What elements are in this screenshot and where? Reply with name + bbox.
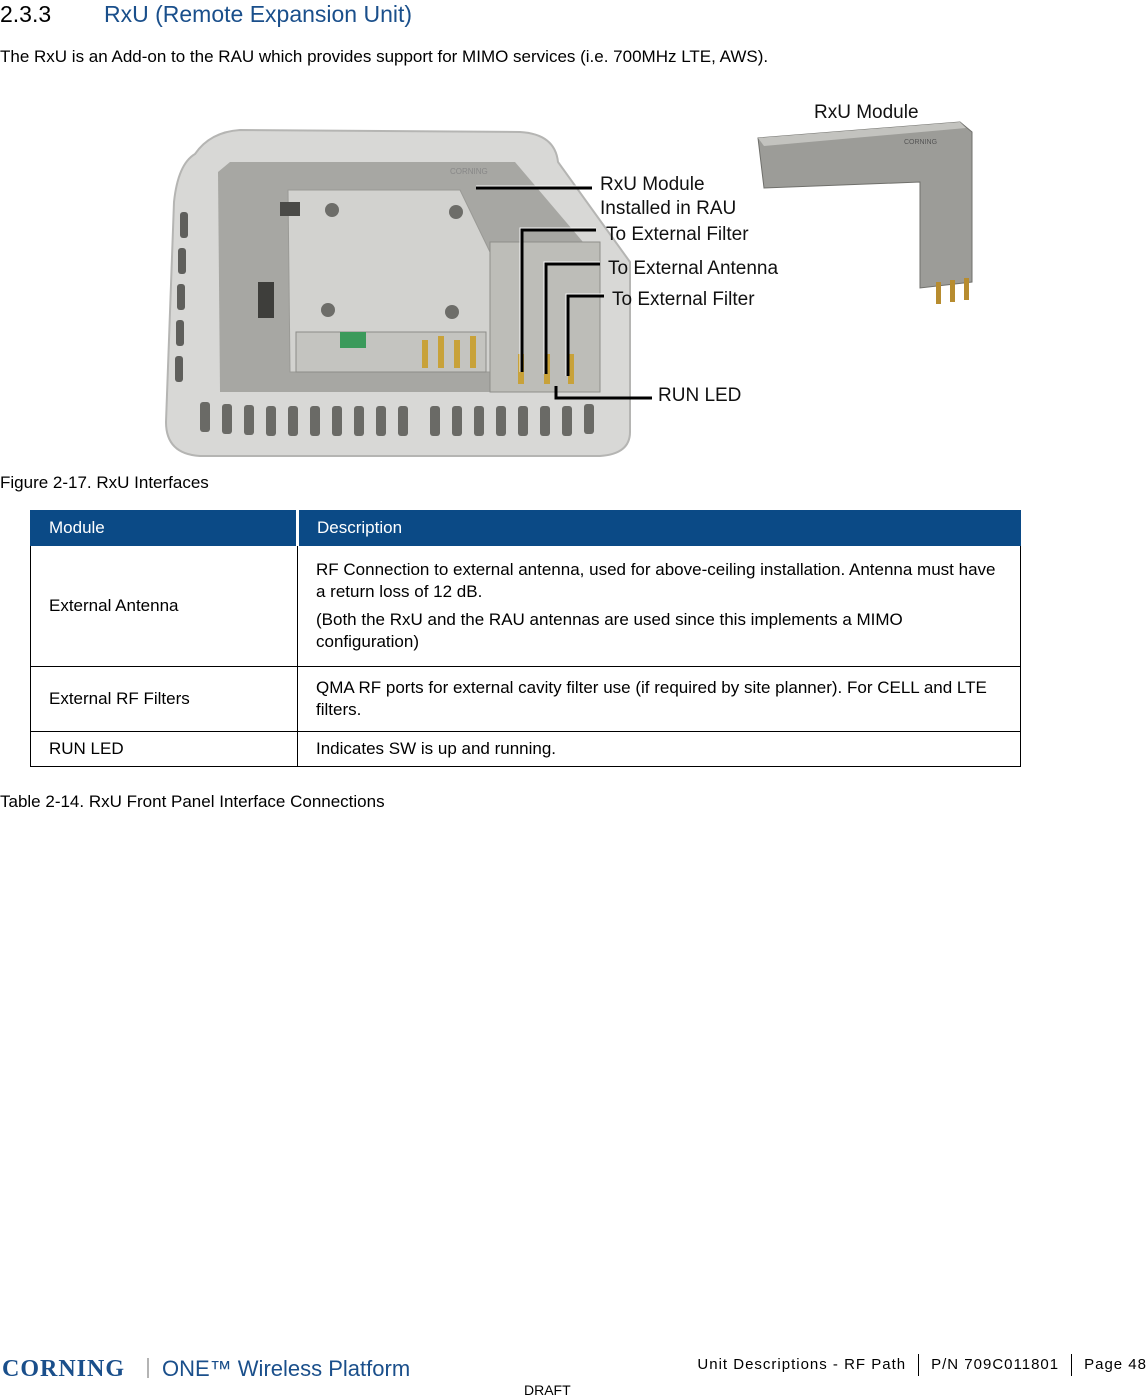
callout-external-filter-b: To External Filter xyxy=(612,289,755,310)
figure-caption: Figure 2-17. RxU Interfaces xyxy=(0,473,209,492)
table-caption: Table 2-14. RxU Front Panel Interface Connections xyxy=(0,792,385,811)
rau-brand-mark: CORNING xyxy=(450,167,488,176)
description-text: RF Connection to external antenna, used for above-ceiling installation. Antenna must have a return loss of 12 dB. xyxy=(316,560,996,601)
cell-module: RUN LED xyxy=(31,732,298,767)
table-row xyxy=(31,667,1021,732)
section-number: 2.3.3 xyxy=(0,1,52,27)
description-text: QMA RF ports for external cavity filter use (if required by site planner). For CELL and LTE filters. xyxy=(316,678,987,719)
section-title: RxU (Remote Expansion Unit) xyxy=(104,1,413,27)
description-text: Indicates SW is up and running. xyxy=(316,739,557,758)
footer-part-number: P/N 709C011801 xyxy=(918,1354,1071,1376)
footer-chapter: Unit Descriptions - RF Path xyxy=(697,1356,907,1373)
cell-module: External RF Filters xyxy=(31,667,298,732)
module-brand-mark: CORNING xyxy=(904,139,938,146)
callout-installed-line1: RxU Module xyxy=(600,174,705,195)
rxu-photo-illustration xyxy=(160,92,998,458)
column-header-module: Module xyxy=(31,511,298,546)
table-header-row xyxy=(31,511,1021,546)
logo-brand: CORNING xyxy=(2,1356,126,1382)
corning-logo xyxy=(0,1350,430,1384)
callout-run-led: RUN LED xyxy=(658,385,742,406)
column-header-description: Description xyxy=(298,511,1021,546)
cell-description xyxy=(298,732,1021,767)
callout-installed-line2: Installed in RAU xyxy=(600,198,737,219)
interface-table xyxy=(30,510,1021,767)
draft-watermark: DRAFT xyxy=(524,1382,571,1398)
cell-description xyxy=(298,667,1021,732)
cell-module: External Antenna xyxy=(31,546,298,667)
description-note: (Both the RxU and the RAU antennas are used since this implements a MIMO configuration) xyxy=(316,610,903,651)
table-row xyxy=(31,732,1021,767)
section-heading xyxy=(0,0,1100,32)
table-row xyxy=(31,546,1021,667)
footer-page-number: Page 48 xyxy=(1071,1354,1147,1376)
callout-external-antenna: To External Antenna xyxy=(608,258,779,279)
logo-product: ONE™ Wireless Platform xyxy=(162,1356,411,1381)
callout-rxu-module: RxU Module xyxy=(814,102,919,123)
callout-external-filter-a: To External Filter xyxy=(606,224,749,245)
rxu-figure xyxy=(160,92,998,458)
cell-description xyxy=(298,546,1021,667)
intro-paragraph: The RxU is an Add-on to the RAU which provides support for MIMO services (i.e. 700MHz LTE, AWS). xyxy=(0,47,769,66)
footer-logo-graphic xyxy=(0,1350,430,1384)
footer-info xyxy=(685,1354,1147,1376)
